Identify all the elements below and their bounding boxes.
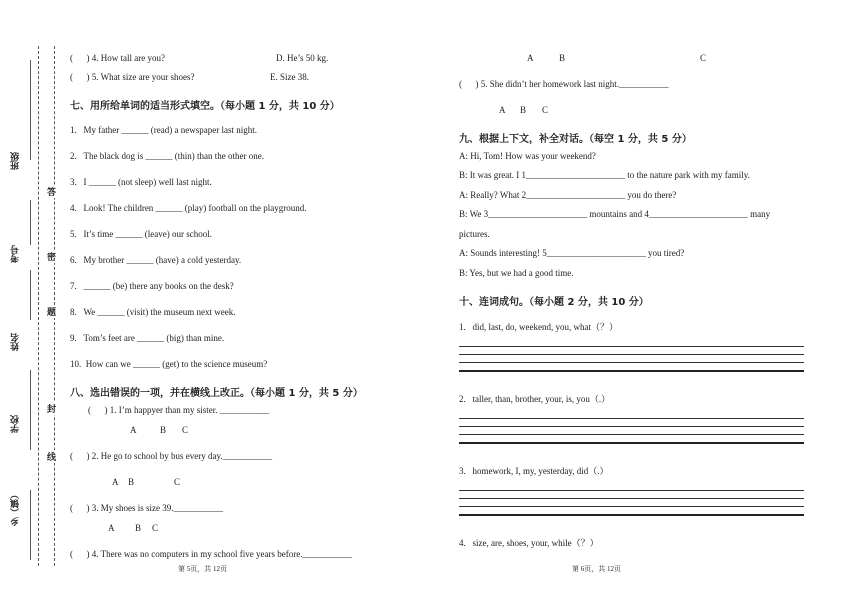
s7-item-1: 1. My father ______ (read) a newspaper last night. [70, 125, 257, 135]
answer-line [459, 514, 804, 516]
matching-answer-d: D. He’s 50 kg. [276, 53, 329, 63]
s8-item-2-opt-a: A [112, 477, 119, 487]
matching-answer-e: E. Size 38. [270, 72, 309, 82]
binding-rule-3 [30, 270, 31, 320]
answer-line [459, 426, 804, 427]
section-8-title: 八、选出错误的一项，并在横线上改正。（每小题 1 分，共 5 分） [70, 388, 363, 399]
answer-line [459, 370, 804, 372]
page-footer-left: 第 5页，共 12页 [178, 565, 227, 573]
answer-line [459, 490, 804, 491]
s8-item-3: ( ) 3. My shoes is size 39.___________ [70, 503, 223, 513]
r-top-opt-b: B [559, 53, 566, 63]
binding-dashed-line-outer [38, 46, 39, 566]
answer-line [459, 506, 804, 507]
s8-item-5-opt-a: A [499, 105, 506, 115]
matching-question-5: ( ) 5. What size are your shoes? [70, 72, 195, 82]
s7-item-2: 2. The black dog is ______ (thin) than the other one. [70, 151, 264, 161]
s7-item-3: 3. I ______ (not sleep) well last night. [70, 177, 212, 187]
s9-line-6: A: Sounds interesting! 5______________________ you tired? [459, 248, 685, 258]
s7-item-4: 4. Look! The children ______ (play) football on the playground. [70, 203, 307, 213]
s7-item-8: 8. We ______ (visit) the museum next week. [70, 307, 236, 317]
page-footer-right: 第 6页，共 12页 [572, 565, 621, 573]
binding-label-township: 乡（镇） [11, 490, 21, 526]
s8-item-3-opt-a: A [108, 523, 115, 533]
answer-line [459, 362, 804, 363]
r-top-opt-a: A [527, 53, 534, 63]
binding-label-class: 班级 [11, 152, 21, 170]
seal-char-4: 封 [47, 404, 57, 414]
binding-rule-1 [30, 490, 31, 560]
s9-line-1: A: Hi, Tom! How was your weekend? [459, 151, 596, 161]
answer-line [459, 498, 804, 499]
binding-label-school: 学校 [11, 415, 21, 433]
s8-item-1: ( ) 1. I’m happyer than my sister. ___________ [88, 405, 270, 415]
s8-item-2: ( ) 2. He go to school by bus every day.___________ [70, 451, 273, 461]
s10-item-2: 2. taller, than, brother, your, is, you（.） [459, 394, 611, 404]
s7-item-10: 10. How can we ______ (get) to the science museum? [70, 359, 268, 369]
s7-item-5: 5. It’s time ______ (leave) our school. [70, 229, 212, 239]
s8-item-5-opt-b: B [520, 105, 527, 115]
s9-line-5: pictures. [459, 229, 490, 239]
s10-item-3: 3. homework, I, my, yesterday, did（.） [459, 466, 609, 476]
answer-line [459, 418, 804, 419]
r-top-opt-c: C [700, 53, 707, 63]
s8-item-2-opt-b: B [128, 477, 135, 487]
seal-char-1: 答 [47, 187, 57, 197]
answer-line [459, 434, 804, 435]
s7-item-9: 9. Tom’s feet are ______ (big) than mine. [70, 333, 225, 343]
s9-line-7: B: Yes, but we had a good time. [459, 268, 574, 278]
s8-item-3-opt-b: B [135, 523, 142, 533]
seal-char-5: 线 [47, 452, 57, 462]
matching-question-4: ( ) 4. How tall are you? [70, 53, 165, 63]
section-10-title: 十、连词成句。（每小题 2 分，共 10 分） [459, 297, 649, 308]
s10-item-1: 1. did, last, do, weekend, you, what（？） [459, 322, 618, 332]
answer-line [459, 354, 804, 355]
seal-char-3: 题 [47, 307, 57, 317]
s9-line-3: A: Really? What 2______________________ you do there? [459, 190, 677, 200]
section-7-title: 七、用所给单词的适当形式填空。（每小题 1 分，共 10 分） [70, 101, 340, 112]
binding-rule-5 [30, 60, 31, 160]
s9-line-4: B: We 3______________________ mountains and 4______________________ many [459, 209, 771, 219]
binding-rule-4 [30, 200, 31, 245]
s8-item-3-opt-c: C [152, 523, 159, 533]
section-9-title: 九、根据上下文，补全对话。（每空 1 分，共 5 分） [459, 134, 692, 145]
s8-item-2-opt-c: C [174, 477, 181, 487]
s8-item-5: ( ) 5. She didn’t her homework last night.___________ [459, 79, 669, 89]
s8-item-4: ( ) 4. There was no computers in my school five years before.___________ [70, 549, 353, 559]
answer-line [459, 346, 804, 347]
s8-item-1-opt-c: C [182, 425, 189, 435]
seal-char-2: 密 [47, 252, 57, 262]
answer-line [459, 442, 804, 444]
s10-item-4: 4. size, are, shoes, your, while（？） [459, 538, 599, 548]
s9-line-2: B: It was great. I 1______________________ to the nature park with my family. [459, 170, 750, 180]
s8-item-1-opt-a: A [130, 425, 137, 435]
s8-item-1-opt-b: B [160, 425, 167, 435]
s7-item-7: 7. ______ (be) there any books on the desk? [70, 281, 234, 291]
binding-label-name: 姓名 [11, 333, 21, 351]
s7-item-6: 6. My brother ______ (have) a cold yesterday. [70, 255, 242, 265]
s8-item-5-opt-c: C [542, 105, 549, 115]
binding-label-exam-number: 考号 [11, 245, 21, 263]
binding-rule-2 [30, 370, 31, 450]
